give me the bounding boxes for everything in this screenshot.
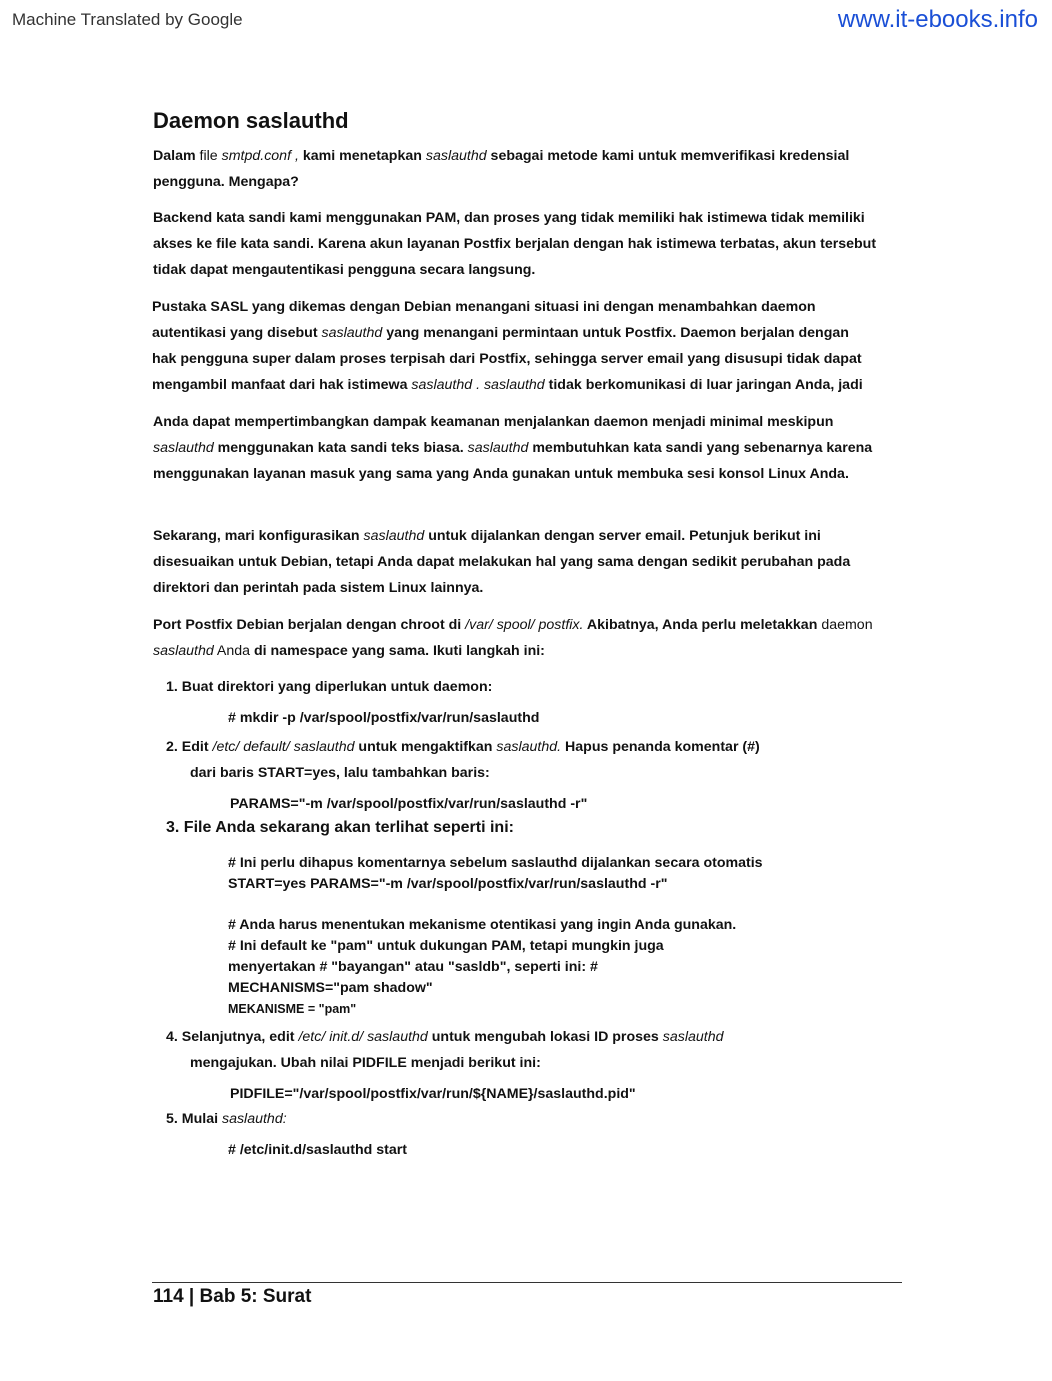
paragraph-5-line-3: direktori dan perintah pada sistem Linux lainnya. <box>153 580 484 596</box>
step-2-continuation: dari baris START=yes, lalu tambahkan baris: <box>190 765 490 781</box>
config-line: MEKANISME = "pam" <box>228 1002 357 1016</box>
paragraph-6-line-2: saslauthd Anda di namespace yang sama. Ikuti langkah ini: <box>153 643 545 659</box>
config-line: START=yes PARAMS="-m /var/spool/postfix/var/run/saslauthd -r" <box>228 876 668 892</box>
config-line: # Ini perlu dihapus komentarnya sebelum saslauthd dijalankan secara otomatis <box>228 855 763 871</box>
step-5: 5. Mulai saslauthd: <box>166 1111 287 1127</box>
paragraph-3-line-1: Pustaka SASL yang dikemas dengan Debian menangani situasi ini dengan menambahkan daemon <box>152 299 816 315</box>
paragraph-2-line-3: tidak dapat mengautentikasi pengguna secara langsung. <box>153 262 536 278</box>
paragraph-6-line-1: Port Postfix Debian berjalan dengan chroot di /var/ spool/ postfix. Akibatnya, Anda perlu meletakkan daemon <box>153 617 873 633</box>
paragraph-5-line-2: disesuaikan untuk Debian, tetapi Anda dapat melakukan hal yang sama dengan sedikit perubahan pada <box>153 554 851 570</box>
translation-notice: Machine Translated by Google <box>12 10 243 29</box>
paragraph-2-line-2: akses ke file kata sandi. Karena akun layanan Postfix berjalan dengan hak istimewa terbatas, akun tersebut <box>153 236 877 252</box>
step-1-command: # mkdir -p /var/spool/postfix/var/run/saslauthd <box>228 710 540 726</box>
section-title: Daemon saslauthd <box>153 108 349 133</box>
paragraph-3-line-2: autentikasi yang disebut saslauthd yang menangani permintaan untuk Postfix. Daemon berjalan dengan <box>152 325 849 341</box>
paragraph-4-line-2: saslauthd menggunakan kata sandi teks biasa. saslauthd membutuhkan kata sandi yang sebenarnya karena <box>153 440 873 456</box>
paragraph-2-line-1: Backend kata sandi kami menggunakan PAM, dan proses yang tidak memiliki hak istimewa tidak memiliki <box>153 210 865 226</box>
config-line: MECHANISMS="pam shadow" <box>228 980 433 996</box>
footer-divider <box>152 1282 902 1283</box>
step-4-continuation: mengajukan. Ubah nilai PIDFILE menjadi berikut ini: <box>190 1055 541 1071</box>
step-4-command: PIDFILE="/var/spool/postfix/var/run/${NAME}/saslauthd.pid" <box>230 1086 636 1102</box>
site-link[interactable]: www.it-ebooks.info <box>837 6 1038 33</box>
paragraph-4-line-3: menggunakan layanan masuk yang sama yang Anda gunakan untuk membuka sesi konsol Linux Anda. <box>153 466 849 482</box>
step-1: 1. Buat direktori yang diperlukan untuk daemon: <box>166 679 493 695</box>
paragraph-3-line-4: mengambil manfaat dari hak istimewa saslauthd . saslauthd tidak berkomunikasi di luar jaringan Anda, jadi <box>152 377 863 393</box>
paragraph-1-line-1: Dalam file smtpd.conf , kami menetapkan saslauthd sebagai metode kami untuk memverifikasi kredensial <box>153 148 850 164</box>
paragraph-4-line-1: Anda dapat mempertimbangkan dampak keamanan menjalankan daemon menjadi minimal meskipun <box>153 414 834 430</box>
config-line: # Anda harus menentukan mekanisme otentikasi yang ingin Anda gunakan. <box>228 917 737 933</box>
config-line: # Ini default ke "pam" untuk dukungan PAM, tetapi mungkin juga <box>228 938 664 954</box>
paragraph-5-line-1: Sekarang, mari konfigurasikan saslauthd untuk dijalankan dengan server email. Petunjuk berikut ini <box>153 528 821 544</box>
step-5-command: # /etc/init.d/saslauthd start <box>228 1142 407 1158</box>
paragraph-3-line-3: hak pengguna super dalam proses terpisah dari Postfix, sehingga server email yang disusupi tidak dapat <box>152 351 862 367</box>
step-2-command: PARAMS="-m /var/spool/postfix/var/run/saslauthd -r" <box>230 796 588 812</box>
page-footer: 114 | Bab 5: Surat <box>153 1286 312 1307</box>
paragraph-1-line-2: pengguna. Mengapa? <box>153 174 299 190</box>
config-line: menyertakan # "bayangan" atau "sasldb", seperti ini: # <box>228 959 598 975</box>
step-2: 2. Edit /etc/ default/ saslauthd untuk mengaktifkan saslauthd. Hapus penanda komentar (#) <box>166 739 760 755</box>
step-4: 4. Selanjutnya, edit /etc/ init.d/ saslauthd untuk mengubah lokasi ID proses saslauthd <box>166 1029 724 1045</box>
step-3: 3. File Anda sekarang akan terlihat seperti ini: <box>166 819 514 836</box>
